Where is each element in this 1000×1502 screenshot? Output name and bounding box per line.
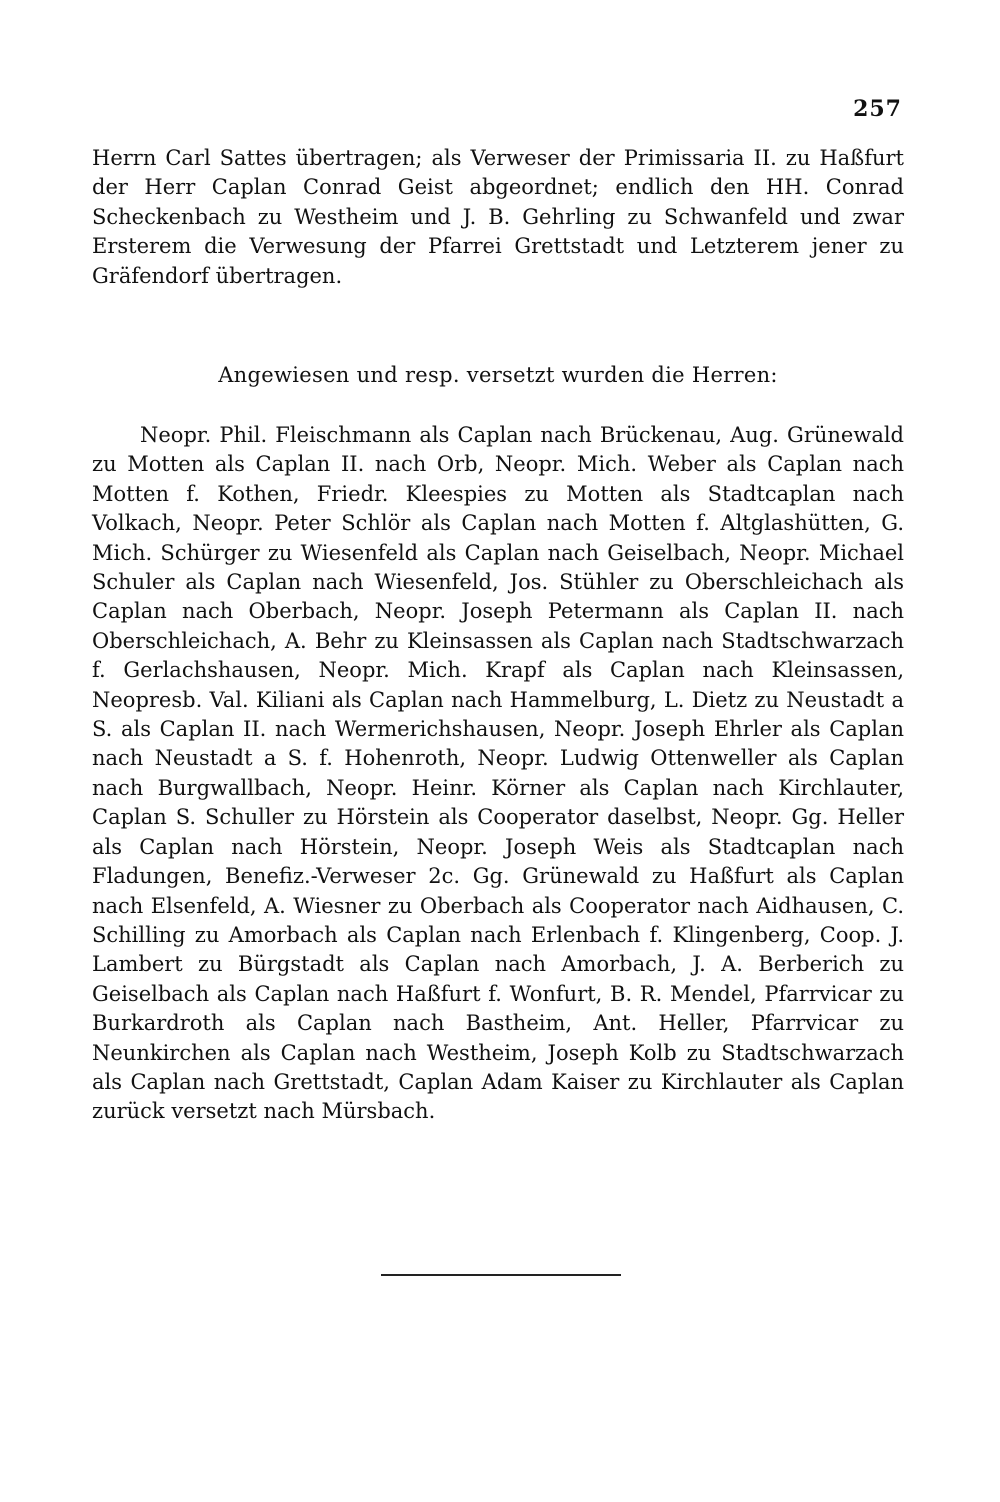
page-number: 257 — [853, 96, 902, 122]
appointments-paragraph: Neopr. Phil. Fleischmann als Caplan nach Brückenau, Aug. Grünewald zu Motten als Caplan II. nach Orb, Neopr. Mich. Weber als Caplan nach Motten f. Kothen, Friedr. Kleespies zu Motten als Stadtcaplan nach Volkach, Neopr. Peter Schlör als Caplan nach Motten f. Altglashütten, G. Mich. Schürger zu Wiesenfeld als Caplan nach Geiselbach, Neopr. Michael Schuler als Caplan nach Wiesenfeld, Jos. Stühler zu Oberschleichach als Caplan nach Oberbach, Neopr. Joseph Petermann als Caplan II. nach Oberschleichach, A. Behr zu Kleinsassen als Caplan nach Stadtschwarzach f. Gerlachshausen, Neopr. Mich. Krapf als Caplan nach Kleinsassen, Neopresb. Val. Kiliani als Caplan nach Hammelburg, L. Dietz zu Neustadt a S. als Caplan II. nach Wermerichshausen, Neopr. Joseph Ehrler als Caplan nach Neustadt a S. f. Hohenroth, Neopr. Ludwig Ottenweller als Caplan nach Burgwallbach, Neopr. Heinr. Körner als Caplan nach Kirchlauter, Caplan S. Schuller zu Hörstein als Cooperator daselbst, Neopr. Gg. Heller als Caplan nach Hörstein, Neopr. Joseph Weis als Stadtcaplan nach Fladungen, Benefiz.-Verweser 2c. Gg. Grünewald zu Haßfurt als Caplan nach Elsenfeld, A. Wiesner zu Oberbach als Cooperator nach Aidhausen, C. Schilling zu Amorbach als Caplan nach Erlenbach f. Klingenberg, Coop. J. Lambert zu Bürgstadt als Caplan nach Amorbach, J. A. Berberich zu Geiselbach als Caplan nach Haßfurt f. Wonfurt, B. R. Mendel, Pfarrvicar zu Burkardroth als Caplan nach Bastheim, Ant. Heller, Pfarrvicar zu Neunkirchen als Caplan nach Westheim, Joseph Kolb zu Stadtschwarzach als Caplan nach Grettstadt, Caplan Adam Kaiser zu Kirchlauter als Caplan zurück versetzt nach Mürsbach. — [92, 423, 904, 1124]
continuation-paragraph-block — [92, 144, 904, 291]
section-end-rule — [381, 1274, 621, 1276]
section-heading: Angewiesen und resp. versetzt wurden die Herren: — [218, 363, 778, 387]
appointments-paragraph-block — [92, 421, 904, 1127]
continuation-paragraph: Herrn Carl Sattes übertragen; als Verweser der Primissaria II. zu Haßfurt der Herr Caplan Conrad Geist abgeordnet; endlich den HH. Conrad Scheckenbach zu Westheim und J. B. Gehrling zu Schwanfeld und zwar Ersterem die Verwesung der Pfarrei Grettstadt und Letzterem jener zu Gräfendorf übertragen. — [92, 146, 904, 288]
